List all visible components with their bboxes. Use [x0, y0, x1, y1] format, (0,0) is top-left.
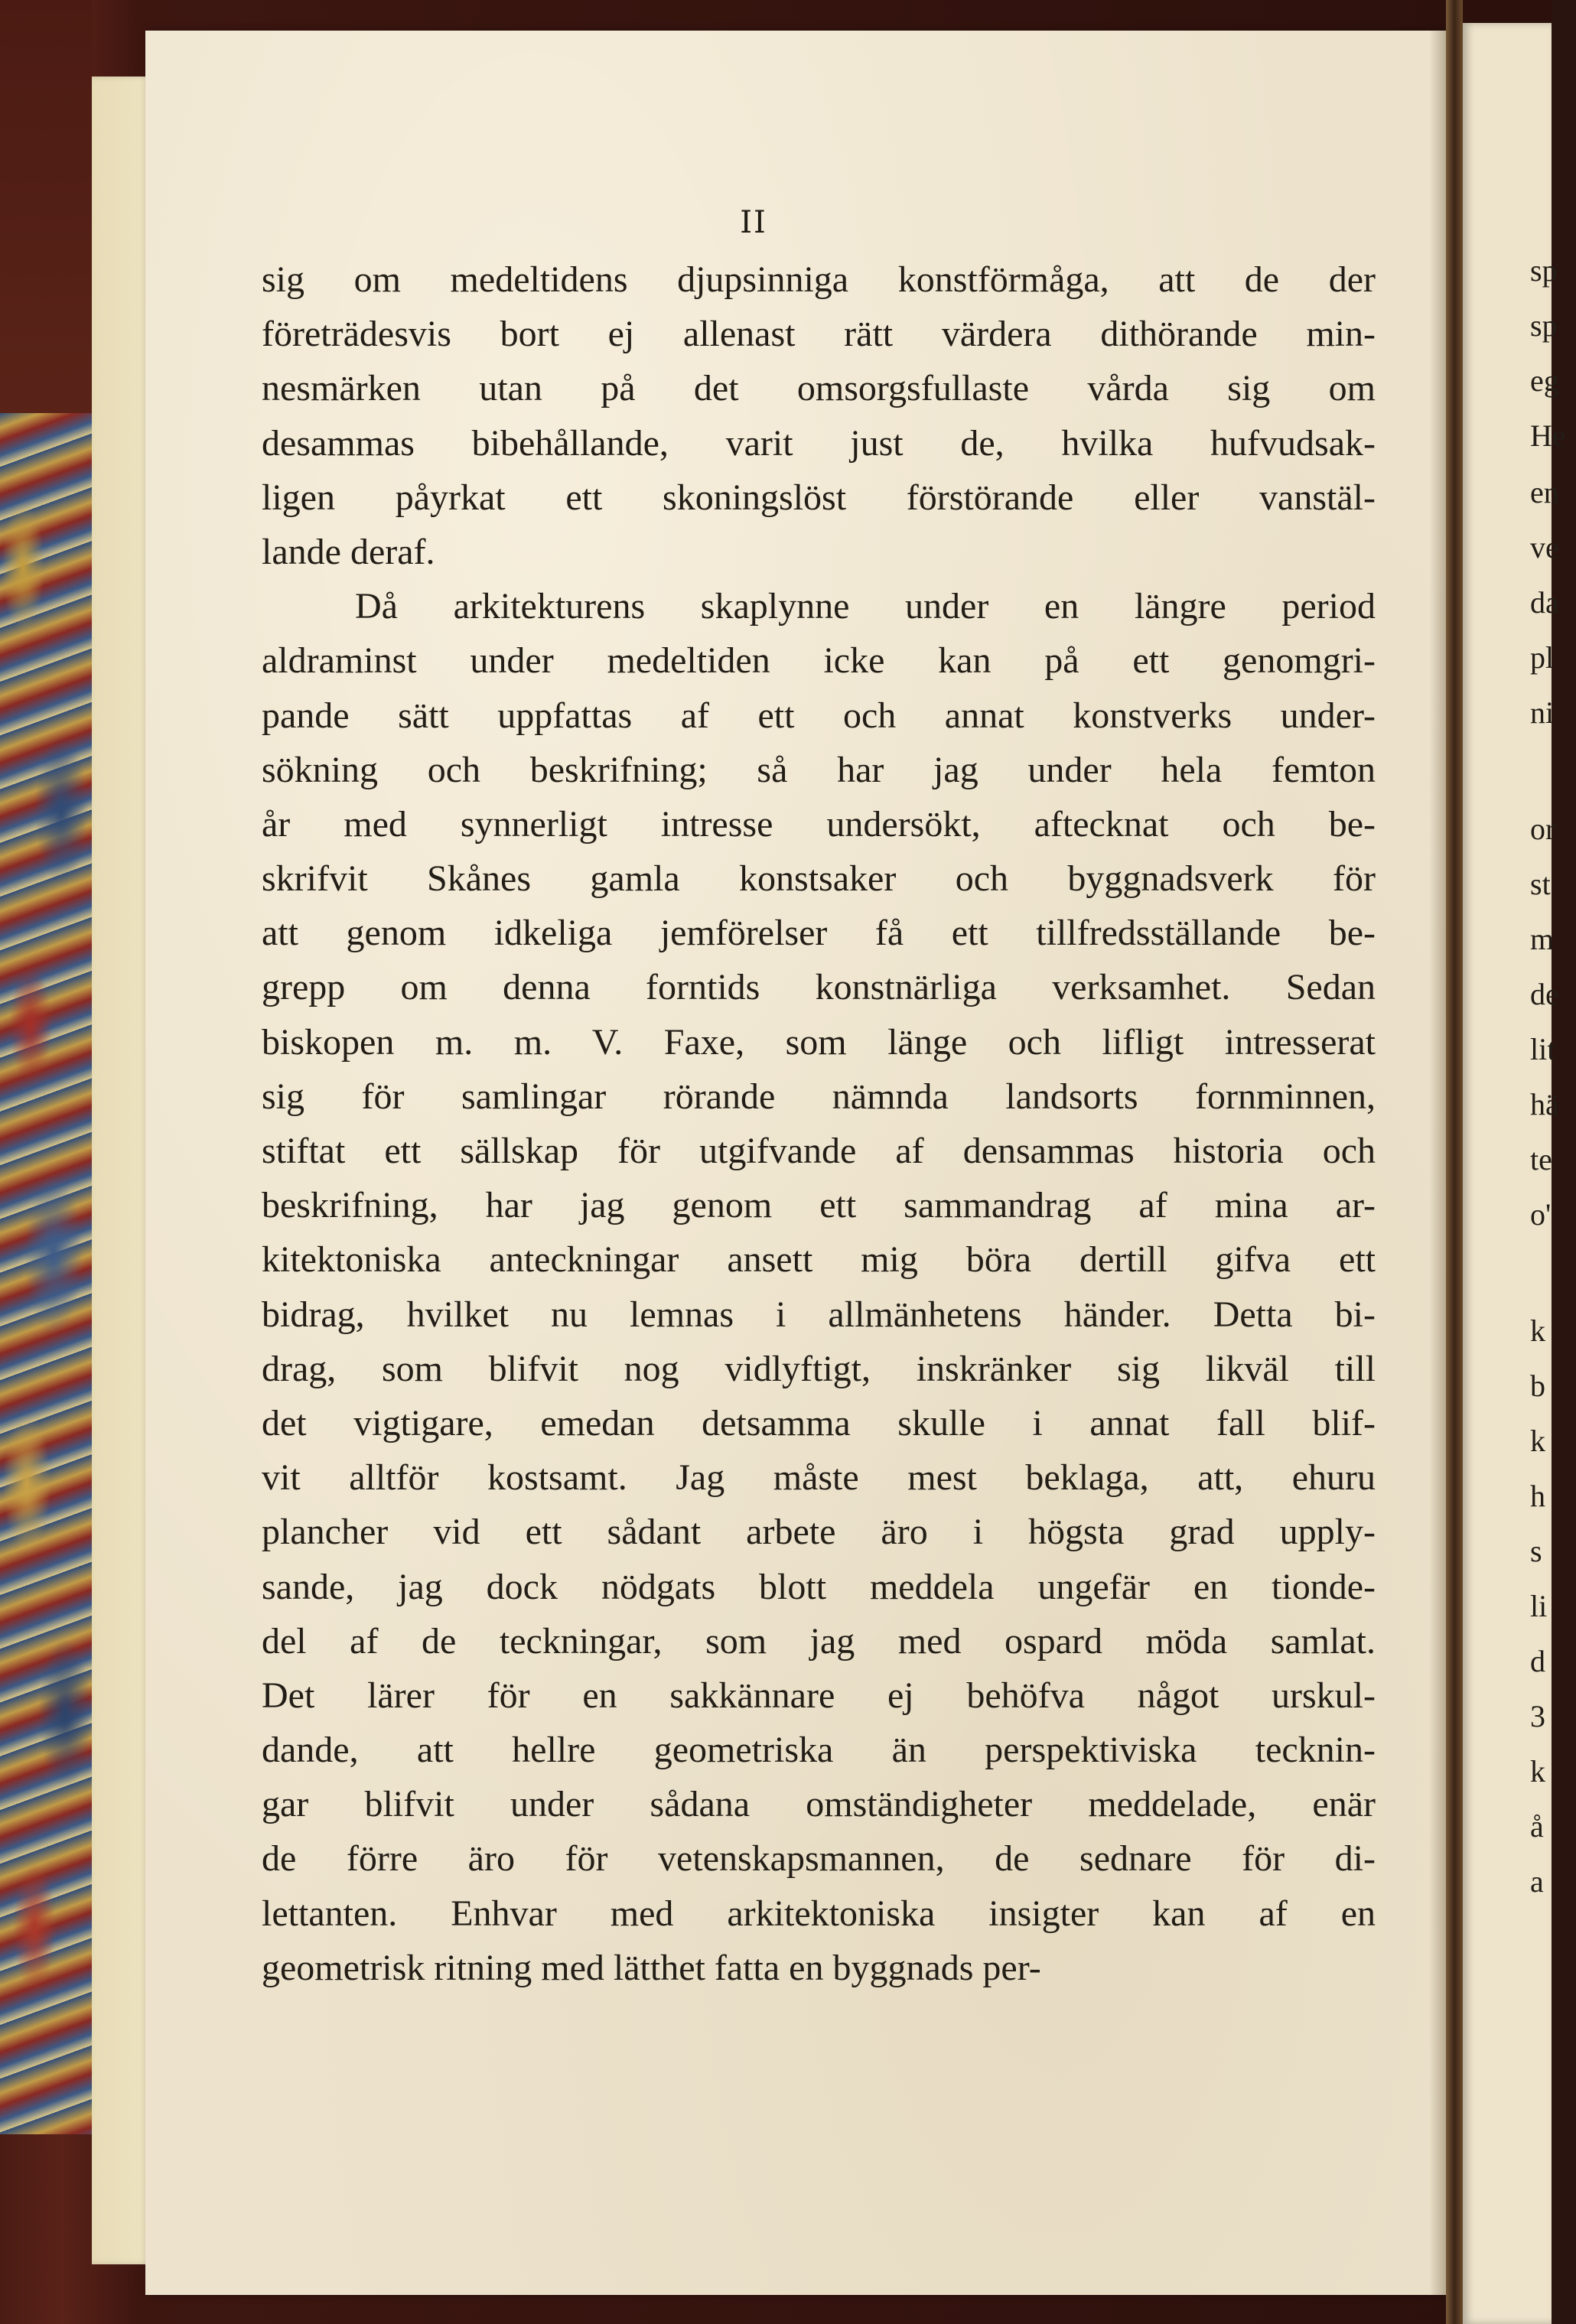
- facing-text-fragment: k: [1530, 1754, 1545, 1789]
- text-line: biskopen m. m. V. Faxe, som länge och lifligt intresserat: [262, 1021, 1376, 1063]
- facing-text-fragment: pl: [1530, 640, 1555, 675]
- facing-text-fragment: da: [1530, 585, 1559, 620]
- text-line: stiftat ett sällskap för utgifvande af densammas historia och: [262, 1131, 1376, 1171]
- facing-text-fragment: de: [1530, 977, 1559, 1011]
- text-line: sig om medeltidens djupsinniga konstförmåga, att de der: [262, 259, 1376, 300]
- binding-gutter: [1446, 0, 1463, 2324]
- facing-text-fragment: hä: [1530, 1087, 1559, 1121]
- facing-text-fragment: b: [1530, 1369, 1545, 1403]
- facing-text-fragment: m: [1530, 922, 1555, 956]
- text-line: de förre äro för vetenskapsmannen, de sednare för di-: [262, 1838, 1376, 1880]
- facing-text-fragment: sp: [1530, 253, 1558, 288]
- text-line: år med synnerligt intresse undersökt, aftecknat och be-: [262, 803, 1376, 845]
- facing-text-fragment: h: [1530, 1479, 1545, 1513]
- page-number: II: [740, 205, 767, 240]
- text-line: sig för samlingar rörande nämnda landsorts fornminnen,: [262, 1076, 1376, 1117]
- facing-text-fragment: or: [1530, 812, 1556, 846]
- text-line: del af de teckningar, som jag med ospard möda samlat.: [262, 1620, 1376, 1662]
- text-line: grepp om denna forntids konstnärliga verksamhet. Sedan: [262, 967, 1376, 1008]
- facing-text-fragment: ni: [1530, 695, 1555, 730]
- facing-text-fragment: te: [1530, 1142, 1552, 1177]
- facing-text-fragment: en: [1530, 475, 1559, 509]
- text-line: plancher vid ett sådant arbete äro i högsta grad upply-: [262, 1512, 1376, 1553]
- text-line: sande, jag dock nödgats blott meddela ungefär en tionde-: [262, 1566, 1376, 1607]
- body-text: [262, 252, 1376, 1995]
- text-line: aldraminst under medeltiden icke kan på ett genomgri-: [262, 640, 1376, 682]
- text-line: beskrifning, har jag genom ett sammandrag af mina ar-: [262, 1185, 1376, 1226]
- text-line: Det lärer för en sakkännare ej behöfva något urskul-: [262, 1675, 1376, 1716]
- facing-text-fragment: lit: [1530, 1032, 1556, 1066]
- text-line: pande sätt uppfattas af ett och annat konstverks under-: [262, 695, 1376, 736]
- text-line: drag, som blifvit nog vidlyftigt, inskränker sig likväl till: [262, 1348, 1376, 1389]
- facing-text-fragment: eg: [1530, 363, 1559, 398]
- facing-text-fragment: k: [1530, 1424, 1545, 1458]
- facing-text-fragment: st: [1530, 867, 1551, 901]
- text-line: bidrag, hvilket nu lemnas i allmänhetens händer. Detta bi-: [262, 1294, 1376, 1335]
- marbled-endpaper: [0, 413, 92, 2134]
- facing-text-fragment: o': [1530, 1197, 1552, 1232]
- facing-text-fragment: ve: [1530, 530, 1559, 565]
- text-line: lettanten. Enhvar med arkitektoniska insigter kan af en: [262, 1893, 1376, 1934]
- cover-edge: [0, 0, 92, 428]
- text-line: desammas bibehållande, varit just de, hvilka hufvudsak-: [262, 422, 1376, 464]
- text-line: kitektoniska anteckningar ansett mig böra dertill gifva ett: [262, 1239, 1376, 1281]
- text-line: det vigtigare, emedan detsamma skulle i annat fall blif-: [262, 1402, 1376, 1444]
- facing-text-fragment: a: [1530, 1864, 1544, 1899]
- text-line: geometrisk ritning med lätthet fatta en byggnads per-: [262, 1947, 1041, 1988]
- facing-text-fragment: s: [1530, 1534, 1542, 1568]
- facing-text-fragment: sp: [1530, 308, 1558, 343]
- text-line: Då arkitekturens skaplynne under en längre period: [355, 586, 1376, 627]
- facing-text-fragment: d: [1530, 1644, 1545, 1678]
- text-line: lande deraf.: [262, 531, 435, 572]
- text-line: skrifvit Skånes gamla konstsaker och byggnadsverk för: [262, 858, 1376, 900]
- facing-text-fragment: He: [1530, 418, 1566, 453]
- page-gutter-shadow: [1429, 31, 1446, 2295]
- facing-text-fragment: li: [1530, 1589, 1548, 1623]
- text-line: gar blifvit under sådana omständigheter meddelade, enär: [262, 1784, 1376, 1825]
- text-line: dande, att hellre geometriska än perspektiviska tecknin-: [262, 1730, 1376, 1771]
- text-line: nesmärken utan på det omsorgsfullaste vårda sig om: [262, 368, 1376, 409]
- text-line: ligen påyrkat ett skoningslöst förstörande eller vanstäl-: [262, 477, 1376, 518]
- facing-text-fragment: å: [1530, 1809, 1544, 1844]
- facing-text-fragment: 3: [1530, 1699, 1545, 1733]
- text-line: företrädesvis bort ej allenast rätt värdera dithörande min-: [262, 314, 1376, 355]
- text-line: att genom idkeliga jemförelser få ett tillfredsställande be-: [262, 913, 1376, 954]
- facing-text-fragment: k: [1530, 1313, 1545, 1348]
- text-line: vit alltför kostsamt. Jag måste mest beklaga, att, ehuru: [262, 1457, 1376, 1499]
- text-line: sökning och beskrifning; så har jag under hela femton: [262, 749, 1376, 790]
